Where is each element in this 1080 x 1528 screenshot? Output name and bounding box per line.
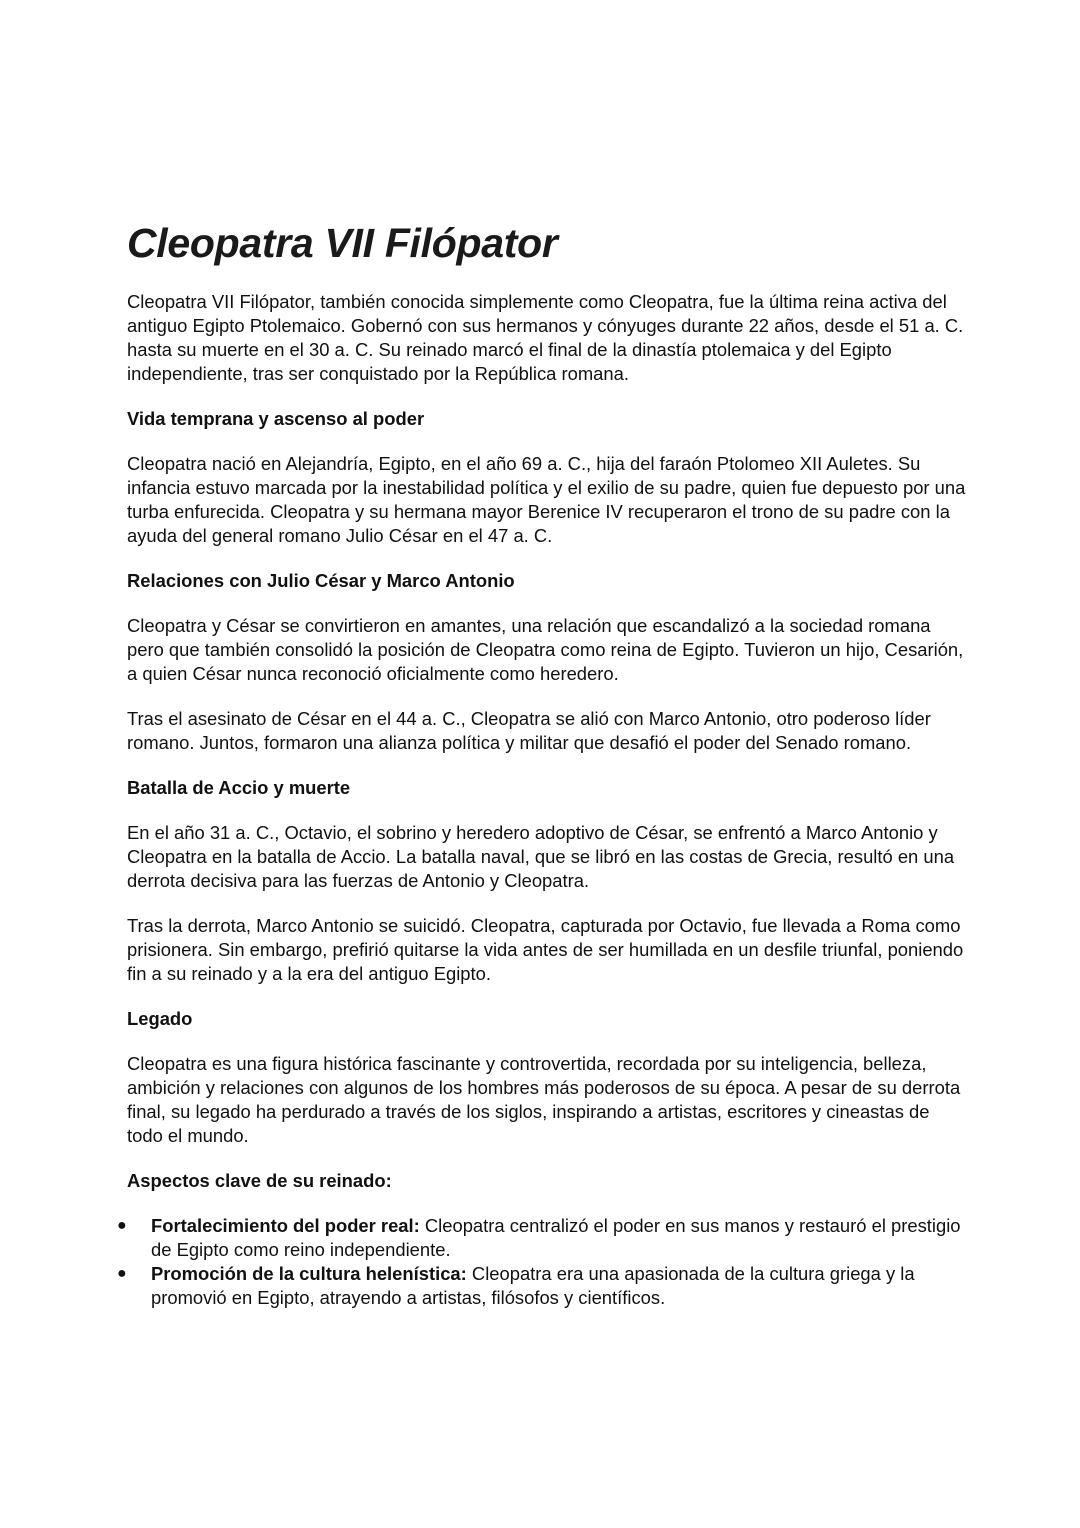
relations-paragraph-1: Cleopatra y César se convirtieron en amantes, una relación que escandalizó a la sociedad romana pero que también consolidó la posición de Cleopatra como reina de Egipto. Tuvieron un hijo, Cesarión, a quien César nunca reconoció oficialmente como heredero. <box>127 615 964 684</box>
intro-paragraph: Cleopatra VII Filópator, también conocida simplemente como Cleopatra, fue la última reina activa del antiguo Egipto Ptolemaico. Gobernó con sus hermanos y cónyuges durante 22 años, desde el 51 a. C. hasta su muerte en el 30 a. C. Su reinado marcó el final de la dinastía ptolemaica y del Egipto independiente, tras ser conquistado por la República romana. <box>127 291 964 384</box>
document-page <box>117 218 967 1310</box>
section-heading-actium: Batalla de Accio y muerte <box>127 777 351 798</box>
list-item-text: Cleopatra era una apasionada de la cultura griega y la promovió en Egipto, atrayendo a artistas, filósofos y científicos. <box>151 1263 915 1308</box>
key-aspects-list <box>117 1214 967 1310</box>
list-item-text: Cleopatra centralizó el poder en sus manos y restauró el prestigio de Egipto como reino independiente. <box>151 1215 961 1260</box>
section-heading-relations: Relaciones con Julio César y Marco Antonio <box>127 570 515 591</box>
relations-paragraph-2: Tras el asesinato de César en el 44 a. C., Cleopatra se alió con Marco Antonio, otro poderoso líder romano. Juntos, formaron una alianza política y militar que desafió el poder del Senado romano. <box>127 708 931 753</box>
early-life-paragraph: Cleopatra nació en Alejandría, Egipto, en el año 69 a. C., hija del faraón Ptolomeo XII Auletes. Su infancia estuvo marcada por la inestabilidad política y el exilio de su padre, quien fue depuesto por una turba enfurecida. Cleopatra y su hermana mayor Berenice IV recuperaron el trono de su padre con la ayuda del general romano Julio César en el 47 a. C. <box>127 453 966 546</box>
section-heading-key-aspects: Aspectos clave de su reinado: <box>127 1170 392 1191</box>
list-item-bold-lead: Fortalecimiento del poder real: <box>151 1215 420 1236</box>
section-heading-legacy: Legado <box>127 1008 193 1029</box>
actium-paragraph-1: En el año 31 a. C., Octavio, el sobrino y heredero adoptivo de César, se enfrentó a Marco Antonio y Cleopatra en la batalla de Accio. La batalla naval, que se libró en las costas de Grecia, resultó en una derrota decisiva para las fuerzas de Antonio y Cleopatra. <box>127 822 955 891</box>
list-item-bold-lead: Promoción de la cultura helenística: <box>151 1263 467 1284</box>
bullet-icon: ● <box>117 1265 127 1282</box>
actium-paragraph-2: Tras la derrota, Marco Antonio se suicidó. Cleopatra, capturada por Octavio, fue llevada a Roma como prisionera. Sin embargo, prefirió quitarse la vida antes de ser humillada en un desfile triunfal, poniendo fin a su reinado y a la era del antiguo Egipto. <box>127 915 964 984</box>
legacy-paragraph: Cleopatra es una figura histórica fascinante y controvertida, recordada por su inteligencia, belleza, ambición y relaciones con algunos de los hombres más poderosos de su época. A pesar de su derrota final, su legado ha perdurado a través de los siglos, inspirando a artistas, escritores y cineastas de todo el mundo. <box>127 1053 961 1146</box>
document-title: Cleopatra VII Filópator <box>127 220 558 266</box>
bullet-icon: ● <box>117 1217 127 1234</box>
section-heading-early-life: Vida temprana y ascenso al poder <box>127 408 425 429</box>
list-item <box>117 1262 967 1310</box>
list-item <box>117 1214 967 1262</box>
